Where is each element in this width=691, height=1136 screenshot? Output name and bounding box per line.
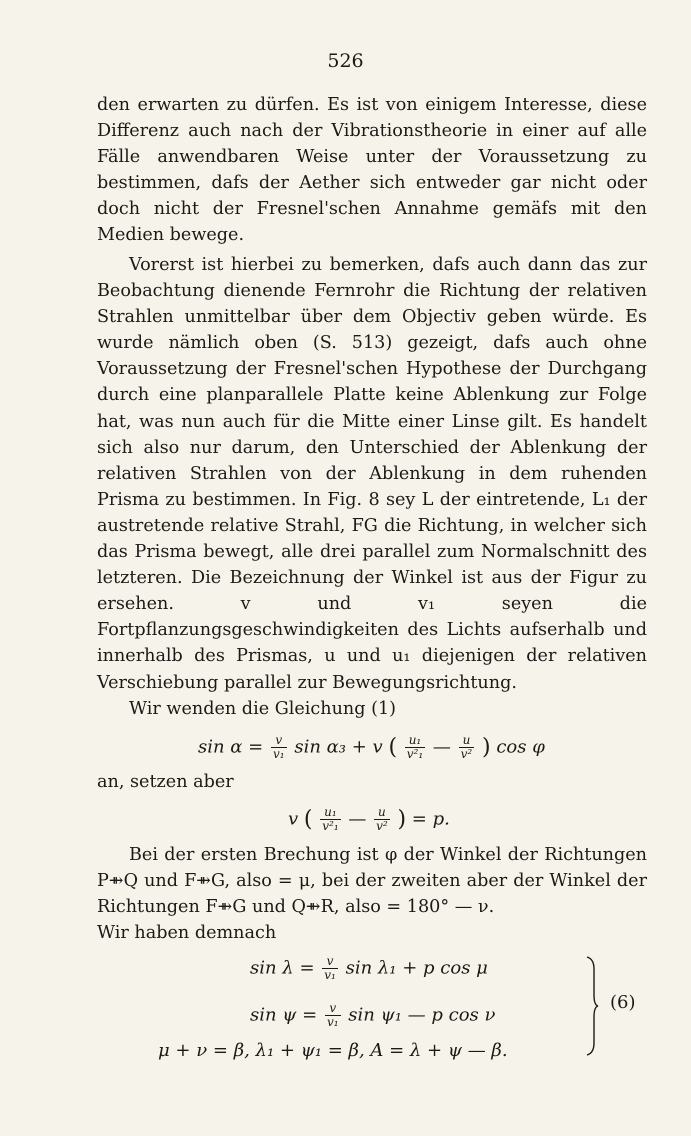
sys-l2-lhs: sin ψ =: [250, 1004, 318, 1026]
eq2-f1-den: v²₁: [322, 819, 339, 833]
sys-l1-lhs: sin λ =: [250, 957, 315, 979]
sys-l1-tail: sin λ₁ + p cos μ: [345, 957, 488, 979]
eq2-f1-num: u₁: [320, 806, 340, 820]
eq1-fraction-2: [405, 734, 425, 761]
eq2-fraction-2: [374, 806, 390, 833]
paragraph-5: [97, 842, 647, 946]
eq2-paren-close: ): [397, 807, 407, 832]
eq1-f3-den: v²: [460, 747, 473, 761]
paragraph-4-text: an, setzen aber: [97, 772, 234, 792]
eq2-f2-den: v²: [376, 819, 388, 833]
eq1-f1-den: v₁: [273, 747, 285, 761]
eq1-mid: sin α₃ + v: [294, 736, 383, 758]
eq1-paren-open: (: [388, 735, 398, 760]
system-line-1: [250, 955, 488, 982]
equation-1: [198, 734, 545, 761]
eq1-f2-num: u₁: [405, 734, 425, 748]
equation-p: [288, 806, 450, 833]
eq1-f3-num: u: [459, 734, 475, 748]
paragraph-1: [97, 92, 647, 249]
sys-l2-den: v₁: [326, 1015, 339, 1029]
eq2-lhs: v: [288, 808, 299, 830]
eq2-f2-num: u: [374, 806, 390, 820]
page-number: 526: [327, 50, 364, 72]
eq1-paren-close: ): [481, 735, 491, 760]
eq2-minus: —: [348, 808, 367, 830]
paragraph-2: [97, 252, 647, 722]
paragraph-2-text: Vorerst ist hierbei zu bemerken, dafs auch dann das zur Beobachtung dienende Fernrohr die Richtung der relativen Strahlen unmittelbar über dem Objectiv geben würde. Es wurde nämlich oben (S. 513) gezeigt, dafs auch ohne Voraussetzung der Fresnel'schen Hypothese der Durchgang durch eine planparallele Platte keine Ablenkung zur Folge hat, was nun auch für die Mitte einer Linse gilt. Es handelt sich also nur darum, den Unterschied der Ablenkung der relativen Strahlen von der Ablenkung in dem ruhenden Prisma zu bestimmen. In Fig. 8 sey L der eintretende, L₁ der austretende relative Strahl, FG die Richtung, in welcher sich das Prisma bewegt, alle drei parallel zum Normalschnitt des letzteren. Die Bezeichnung der Winkel ist aus der Figur zu ersehen. v und v₁ seyen die Fortpflanzungsgeschwindigkeiten des Lichts aufserhalb und innerhalb des Prismas, u und u₁ diejenigen der relativen Verschiebung parallel zur Bewegungsrichtung.: [97, 255, 647, 693]
sys-l2-num: v: [325, 1002, 341, 1016]
eq1-f1-num: v: [271, 734, 287, 748]
sys-l1-num: v: [322, 955, 338, 969]
system-line-3: μ + ν = β, λ₁ + ψ₁ = β, A = λ + ψ — β.: [158, 1040, 508, 1061]
eq2-fraction-1: [320, 806, 340, 833]
eq1-tail: cos φ: [496, 736, 545, 758]
sys-l2-tail: sin ψ₁ — p cos ν: [348, 1004, 496, 1026]
right-brace-icon: [585, 955, 599, 1057]
system-line-2: [250, 1002, 495, 1029]
paragraph-1-text: den erwarten zu dürfen. Es ist von einigem Interesse, diese Differenz auch nach der Vibrationstheorie in einer auf alle Fälle anwendbaren Weise unter der Voraussetzung zu bestimmen, dafs der Aether sich entweder gar nicht oder doch nicht der Fresnel'schen Annahme gemäfs mit den Medien bewege.: [97, 95, 647, 246]
equation-number: (6): [610, 992, 636, 1013]
sys-l1-den: v₁: [324, 968, 336, 982]
paragraph-3-text: Wir wenden die Gleichung (1): [129, 698, 397, 719]
eq1-fraction-1: [271, 734, 287, 761]
eq1-fraction-3: [459, 734, 475, 761]
eq1-lhs: sin α =: [198, 736, 264, 758]
eq1-minus: —: [432, 736, 451, 758]
paragraph-6-text: Wir haben demnach: [97, 923, 277, 944]
eq2-paren-open: (: [303, 807, 313, 832]
eq2-tail: = p.: [411, 808, 450, 830]
sys-l1-fraction: [322, 955, 338, 982]
sys-l2-fraction: [325, 1002, 341, 1029]
paragraph-5-text: Bei der ersten Brechung ist φ der Winkel der Richtungen P⇻Q und F⇻G, also = μ, bei der zweiten aber der Winkel der Richtungen F⇻G und Q⇻R, also = 180° — ν.: [97, 845, 647, 918]
eq1-f2-den: v²₁: [406, 747, 424, 761]
